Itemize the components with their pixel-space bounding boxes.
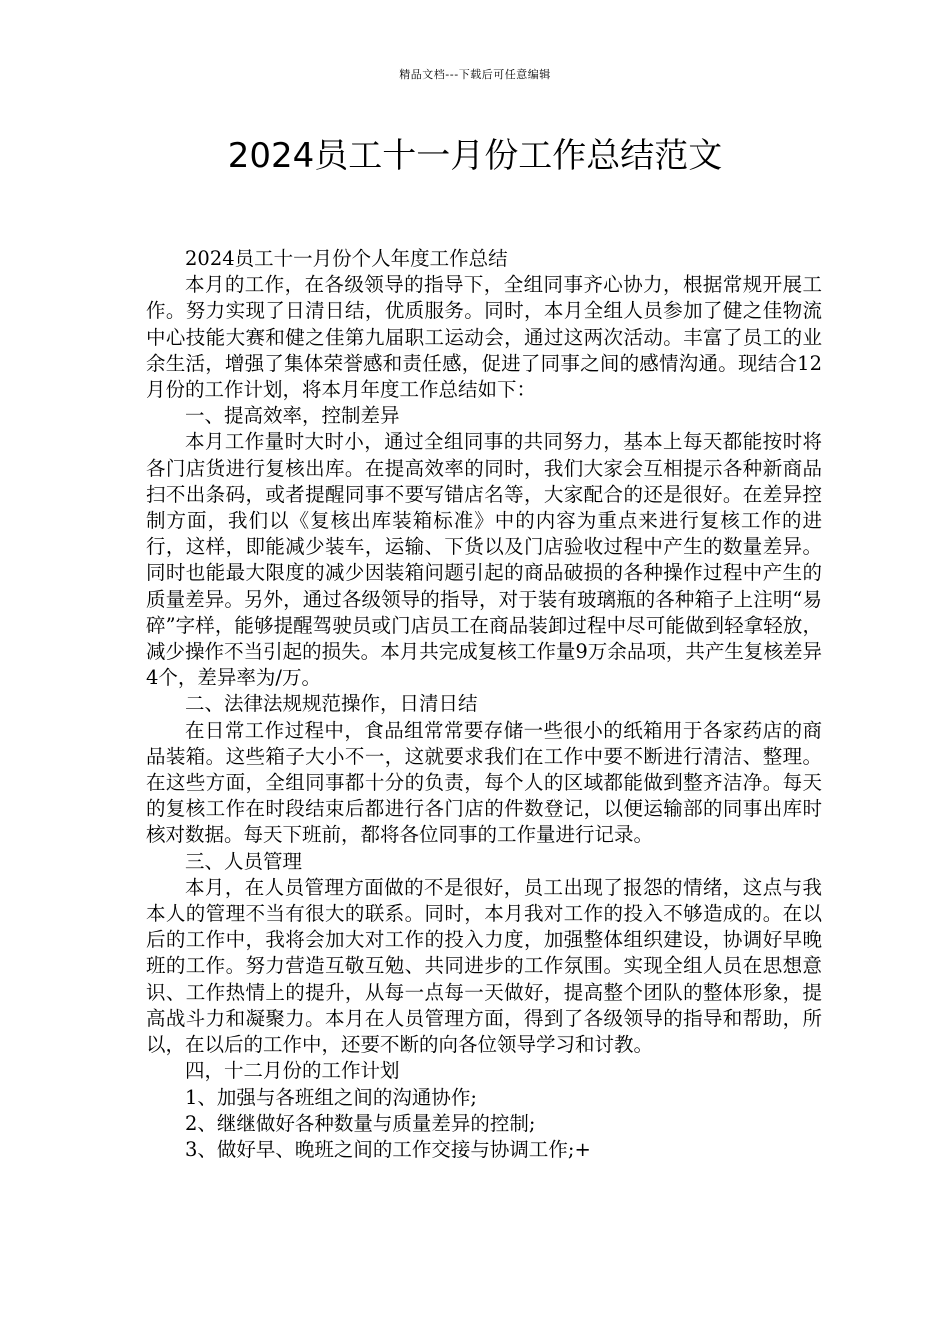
section-paragraph-2: 在日常工作过程中，食品组常常要存储一些很小的纸箱用于各家药店的商品装箱。这些箱子大小不一，这就要求我们在工作中要不断进行清洁、整理。在这些方面，全组同事都十分的负责，每个人的区域都能做到整齐洁净。每天的复核工作在时段结束后都进行各门店的件数登记，以便运输部的同事出库时核对数据。每天下班前，都将各位同事的工作量进行记录。 [146,718,822,847]
section-paragraph-3: 本月，在人员管理方面做的不是很好，员工出现了报怨的情绪，这点与我本人的管理不当有很大的联系。同时，本月我对工作的投入不够造成的。在以后的工作中，我将会加大对工作的投入力度，加强整体组织建设，协调好早晚班的工作。努力营造互敬互勉、共同进步的工作氛围。实现全组人员在思想意识、工作热情上的提升，从每一点每一天做好，提高整个团队的整体形象，提高战斗力和凝聚力。本月在人员管理方面，得到了各级领导的指导和帮助，所以，在以后的工作中，还要不断的向各位领导学习和讨教。 [146,875,822,1057]
header-note: 精品文档---下载后可任意编辑 [399,68,551,81]
section-paragraph-1: 本月工作量时大时小，通过全组同事的共同努力，基本上每天都能按时将各门店货进行复核出库。在提高效率的同时，我们大家会互相提示各种新商品扫不出条码，或者提醒同事不要写错店名等，大家配合的还是很好。在差异控制方面，我们以《复核出库装箱标准》中的内容为重点来进行复核工作的进行，这样，即能减少装车，运输、下货以及门店验收过程中产生的数量差异。同时也能最大限度的减少因装箱问题引起的商品破损的各种操作过程中产生的质量差异。另外，通过各级领导的指导，对于装有玻璃瓶的各种箱子上注明“易碎”字样，能够提醒驾驶员或门店员工在商品装卸过程中尽可能做到轻拿轻放，减少操作不当引起的损失。本月共完成复核工作量9万余品项，共产生复核差异4个，差异率为/万。 [146,430,822,690]
plan-item-1: 1、加强与各班组之间的沟通协作; [185,1085,477,1109]
section-heading-1: 一、提高效率，控制差异 [185,404,400,428]
section-heading-2: 二、法律法规规范操作，日清日结 [185,692,478,716]
document-title: 2024员工十一月份工作总结范文 [227,136,723,176]
section-heading-3: 三、人员管理 [185,849,303,873]
intro-paragraph: 本月的工作，在各级领导的指导下，全组同事齐心协力，根据常规开展工作。努力实现了日清日结，优质服务。同时，本月全组人员参加了健之佳物流中心技能大赛和健之佳第九届职工运动会，通过这两次活动。丰富了员工的业余生活，增强了集体荣誉感和责任感，促进了同事之间的感情沟通。现结合12月份的工作计划，将本月年度工作总结如下： [146,273,822,402]
subtitle-paragraph: 2024员工十一月份个人年度工作总结 [185,247,508,270]
document-body [146,246,822,1163]
section-heading-4: 四，十二月份的工作计划 [185,1059,400,1083]
plan-item-2: 2、继继做好各种数量与质量差异的控制; [185,1111,536,1135]
plan-item-3: 3、做好早、晚班之间的工作交接与协调工作;+ [185,1137,591,1161]
